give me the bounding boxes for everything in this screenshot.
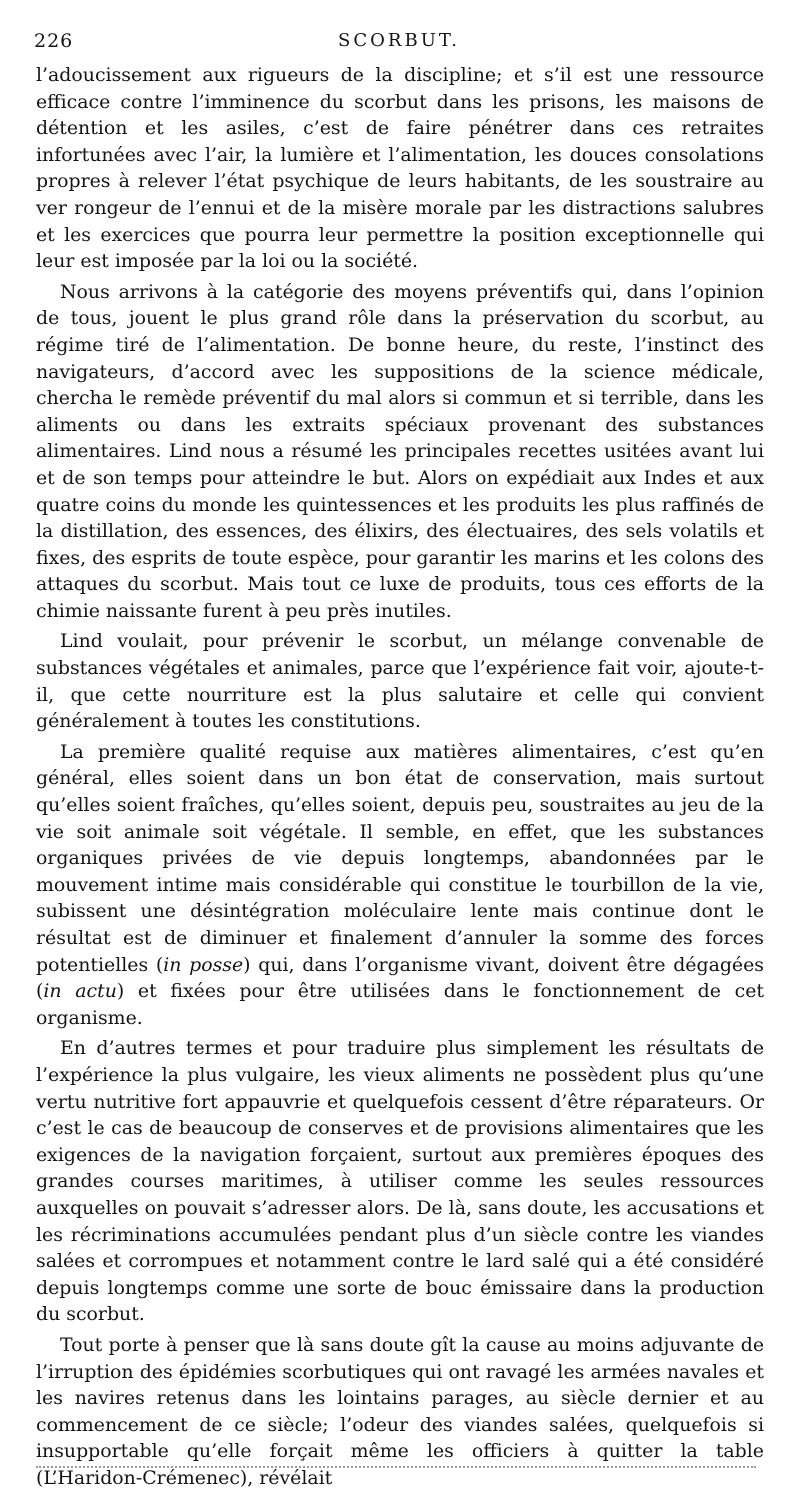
- latin-term: in actu: [43, 980, 117, 1003]
- paragraph-text: ) et fixées pour être utilisées dans le fonctionnement de cet organisme.: [36, 980, 764, 1029]
- paragraph: Nous arrivons à la catégorie des moyens préventifs qui, dans l’opinion de tous, jouent le plus grand rôle dans la préservation du scorbut, au régime tiré de l’alimentation. De bonne heure, du reste, l’instinct des navigateurs, d’accord avec les suppositions de la science médicale, chercha le remède préventif du mal alors si commun et si terrible, dans les aliments ou dans les extraits spéciaux provenant des substances alimentaires. Lind nous a résumé les principales recettes usitées avant lui et de son temps pour atteindre le but. Alors on expédiait aux Indes et aux quatre coins du monde les quintessences et les produits les plus raffinés de la distillation, des essences, des élixirs, des électuaires, des sels volatils et fixes, des esprits de toute espèce, pour garantir les marins et les colons des attaques du scorbut. Mais tout ce luxe de produits, tous ces efforts de la chimie naissante furent à peu près inutiles.: [36, 280, 764, 622]
- paragraph: Lind voulait, pour prévenir le scorbut, un mélange convenable de substances végétales et animales, parce que l’expérience fait voir, ajoute-t-il, que cette nourriture est la plus salutaire et celle qui convient généralement à toutes les constitutions.: [36, 630, 764, 733]
- running-title: SCORBUT.: [338, 30, 460, 51]
- paragraph-text: ) qui, dans l’organisme vivant, doivent être dégagées (: [36, 953, 764, 1003]
- body-text: [36, 62, 764, 1491]
- paragraph: En d’autres termes et pour traduire plus simplement les résultats de l’expérience la plus vulgaire, les vieux aliments ne possèdent plus qu’une vertu nutritive fort appauvrie et quelquefois cessent d’être réparateurs. Or c’est le cas de beaucoup de conserves et de provisions alimentaires que les exigences de la navigation forçaient, surtout aux premières époques des grandes courses maritimes, à utiliser comme les seules ressources auxquelles on pouvait s’adresser alors. De là, sans doute, les accusations et les récriminations accumulées pendant plus d’un siècle contre les viandes salées et corrompues et notamment contre le lard salé qui a été considéré depuis longtemps comme une sorte de bouc émissaire dans la production du scorbut.: [36, 1037, 764, 1326]
- paragraph: Tout porte à penser que là sans doute gît la cause au moins adjuvante de l’irruption des épidémies scorbutiques qui ont ravagé les armées navales et les navires retenus dans les lointains parages, au siècle dernier et au commencement de ce siècle; l’odeur des viandes salées, quelquefois si insupportable qu’elle forçait même les officiers à quitter la table (L’Haridon-Crémenec), révélait: [36, 1333, 764, 1489]
- latin-term: in posse: [163, 953, 244, 976]
- page-header: [34, 30, 764, 54]
- paragraph-text: La première qualité requise aux matières alimentaires, c’est qu’en général, elles soient dans un bon état de conservation, mais surtout qu’elles soient fraîches, qu’elles soient, depuis peu, soustraites au jeu de la vie soit animale soit végétale. Il semble, en effet, que les substances organiques privées de vie depuis longtemps, abandonnées par le mouvement intime mais considérable qui constitue le tourbillon de la vie, subissent une désintégration moléculaire lente mais continue dont le résultat est de diminuer et finalement d’annuler la somme des forces potentielles (: [36, 740, 764, 976]
- paragraph: l’adoucissement aux rigueurs de la discipline; et s’il est une ressource efficace contre l’imminence du scorbut dans les prisons, les maisons de détention et les asiles, c’est de faire pénétrer dans ces retraites infortunées avec l’air, la lumière et l’alimentation, les douces consolations propres à relever l’état psychique de leurs habitants, de les soustraire au ver rongeur de l’ennui et de la misère morale par les distractions salubres et les exercices que pourra leur permettre la position exceptionnelle qui leur est imposée par la loi ou la société.: [36, 64, 764, 273]
- bleed-through-line: [36, 1466, 756, 1468]
- paragraph: [36, 739, 764, 1032]
- page-number: 226: [34, 30, 74, 52]
